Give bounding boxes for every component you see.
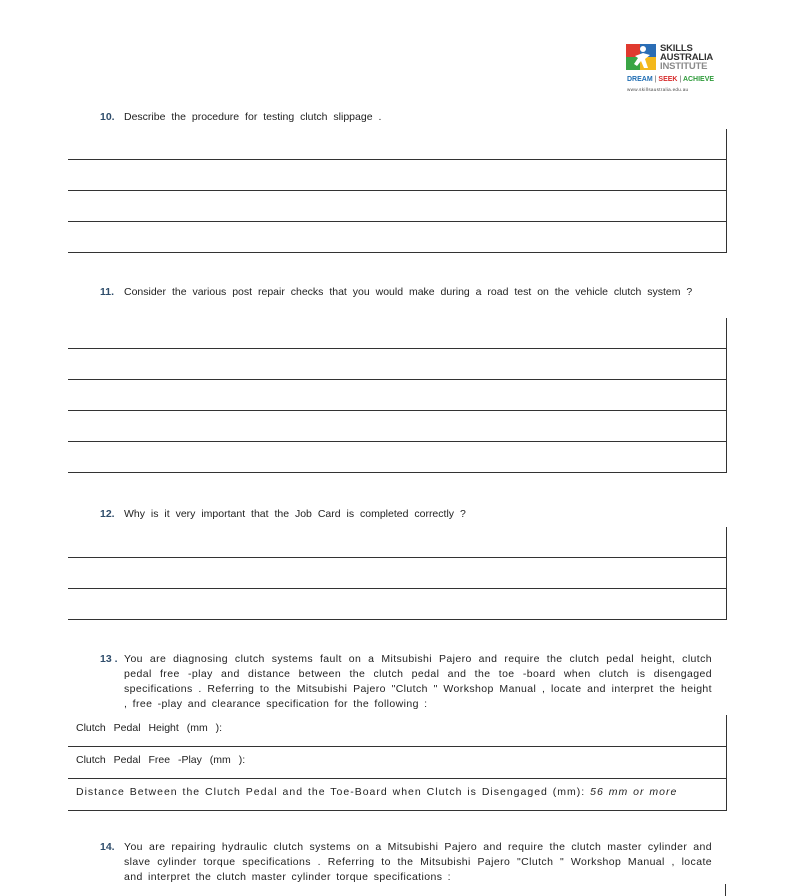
field-value: 56 mm or more <box>590 786 678 798</box>
answer-line[interactable] <box>68 129 726 160</box>
question-text: You are diagnosing clutch systems fault on a Mitsubishi Pajero and require the clutch pedal height, clutch pedal free -play and distance between the clutch pedal and the toe -board when clutch is disengaged specifications . Referring to the Mitsubishi Pajero "Clutch " Workshop Manual , locate and interpret the height , free -play and clearance specification for the following : <box>124 653 712 710</box>
logo-text-australia: AUSTRALIA <box>660 52 714 63</box>
logo-text-institute: INSTITUTE <box>660 61 708 72</box>
clutch-pedal-height-field[interactable] <box>68 715 726 747</box>
question-number: 12. <box>100 508 115 520</box>
tagline-seek: SEEK <box>658 76 678 83</box>
question-text: Describe the procedure for testing clutch slippage . <box>124 111 382 123</box>
tagline-dream: DREAM <box>627 76 653 83</box>
field-label: Clutch Pedal Height (mm ): <box>76 722 223 734</box>
clutch-pedal-toe-board-distance-field[interactable] <box>68 779 726 811</box>
question-number: 11. <box>100 286 115 298</box>
question-13 <box>100 652 712 712</box>
field-label: Distance Between the Clutch Pedal and the Toe-Board when Clutch is Disengaged (mm): <box>76 786 586 798</box>
field-label-with-value <box>76 786 677 798</box>
question-12 <box>100 507 712 522</box>
clutch-pedal-free-play-field[interactable] <box>68 747 726 779</box>
answer-line[interactable] <box>68 558 726 589</box>
question-14 <box>100 840 712 885</box>
specification-fields-13 <box>68 715 727 811</box>
tagline-separator: | <box>654 76 657 83</box>
answer-line[interactable] <box>68 318 726 349</box>
answer-box-12[interactable] <box>68 527 727 620</box>
question-text: You are repairing hydraulic clutch systems on a Mitsubishi Pajero and require the clutch master cylinder and slave cylinder torque specifications . Referring to the Mitsubishi Pajero "Clutch " Workshop Manual , locate and interpret the clutch master cylinder torque specifications : <box>124 841 712 883</box>
answer-line[interactable] <box>68 349 726 380</box>
answer-line[interactable] <box>68 527 726 558</box>
answer-line[interactable] <box>68 589 726 620</box>
answer-box-10[interactable] <box>68 129 727 253</box>
question-number: 13 . <box>100 653 118 665</box>
logo-tagline <box>627 76 714 83</box>
answer-line[interactable] <box>68 442 726 473</box>
skills-australia-logo <box>626 42 726 94</box>
question-number: 14. <box>100 841 115 853</box>
logo-emblem-icon <box>626 42 658 72</box>
question-number: 10. <box>100 111 115 123</box>
answer-line[interactable] <box>68 191 726 222</box>
answer-line[interactable] <box>68 222 726 253</box>
logo-text-skills: SKILLS <box>660 43 693 54</box>
answer-line[interactable] <box>68 411 726 442</box>
field-label: Clutch Pedal Free -Play (mm ): <box>76 754 246 766</box>
answer-box-11[interactable] <box>68 318 727 473</box>
logo-url: www.skillsaustralia.edu.au <box>627 87 689 92</box>
answer-box-14-edge <box>725 884 726 896</box>
answer-line[interactable] <box>68 380 726 411</box>
tagline-achieve: ACHIEVE <box>682 76 715 83</box>
tagline-separator: | <box>679 76 682 83</box>
question-text: Consider the various post repair checks that you would make during a road test on the vehicle clutch system ? <box>124 286 693 298</box>
question-text: Why is it very important that the Job Card is completed correctly ? <box>124 508 466 520</box>
question-11 <box>100 285 712 300</box>
question-10 <box>100 110 712 125</box>
answer-line[interactable] <box>68 160 726 191</box>
